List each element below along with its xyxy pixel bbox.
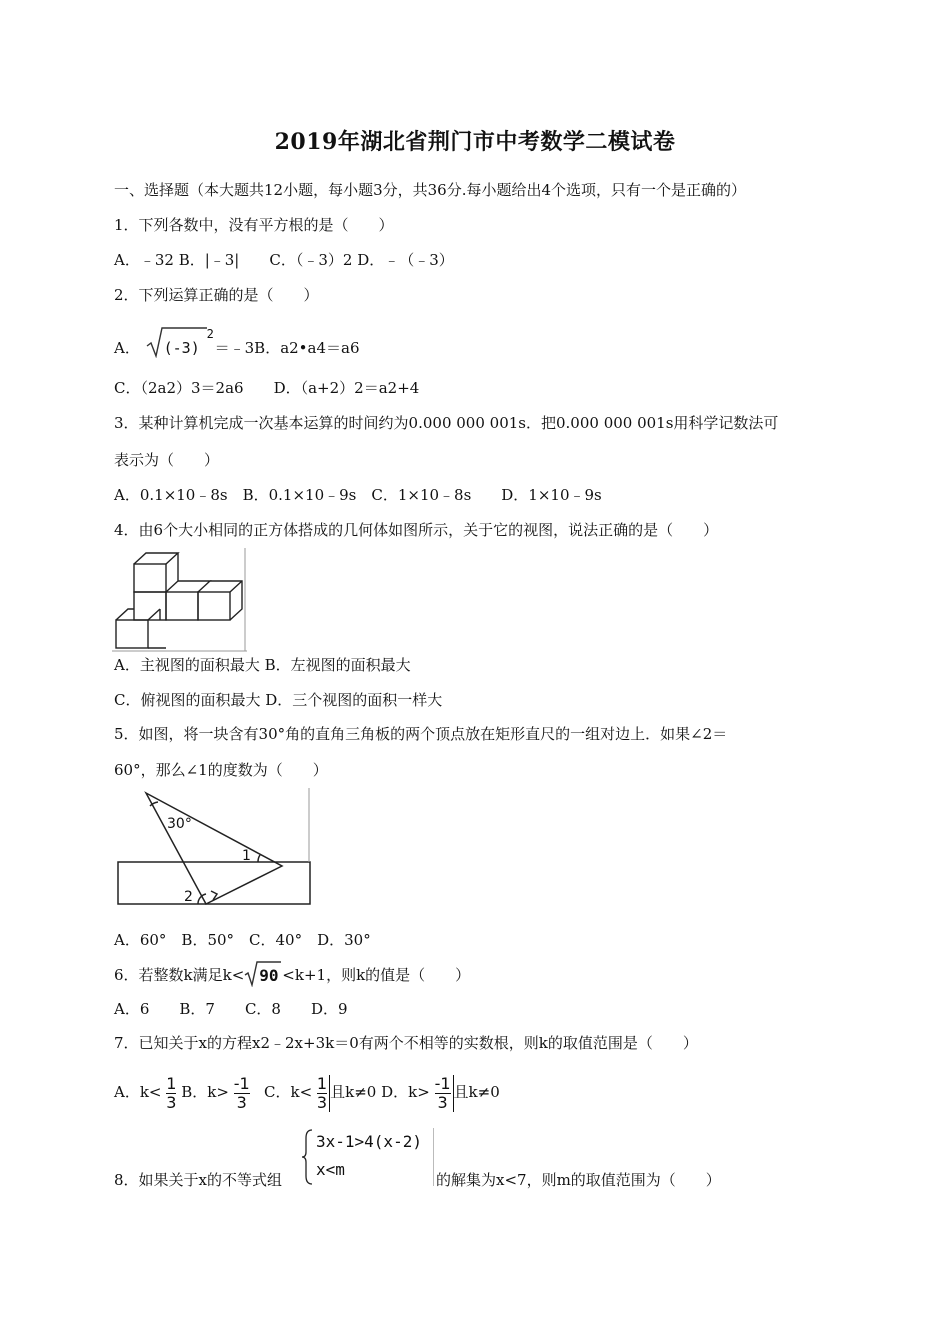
sqrt-90	[244, 965, 282, 985]
question-6-options: A．6 B．7 C．8 D．9	[114, 1000, 348, 1018]
option-b-label: B．k>	[181, 1083, 229, 1101]
angle-1-arc	[258, 855, 260, 862]
question-3-options: A．0.1×10﹣8s B．0.1×10﹣9s C．1×10﹣8s D．1×10﹣9s	[114, 486, 602, 504]
label-angle-2: 2	[184, 889, 193, 905]
question-6-stem	[114, 965, 470, 985]
label-30-degree: 30°	[167, 816, 192, 832]
option-a-label: A．	[114, 339, 140, 357]
question-6-stem-post: <k+1，则k的值是（ ）	[282, 966, 471, 984]
question-5-options: A．60° B．50° C．40° D．30°	[114, 931, 371, 949]
triangle-ruler-figure	[114, 788, 314, 908]
radicand: 90	[259, 966, 279, 985]
cube-bottom-front	[116, 620, 148, 648]
option-a-label: A．k<	[114, 1083, 162, 1101]
question-8-stem-post: 的解集为x<7，则m的取值范围为（ ）	[436, 1171, 721, 1189]
question-4-stem: 4．由6个大小相同的正方体搭成的几何体如图所示，关于它的视图，说法正确的是（ ）	[114, 521, 719, 539]
set-square-triangle	[146, 793, 282, 904]
brace-icon	[300, 1128, 314, 1186]
fraction-one-third: $\frac{1}{3}$	[317, 1075, 330, 1112]
radicand: (-3)	[163, 339, 200, 357]
cube-mid-left	[134, 592, 166, 620]
question-6-stem-pre: 6．若整数k满足k<	[114, 966, 245, 984]
question-5-stem-line2: 60°，那么∠1的度数为（ ）	[114, 761, 328, 779]
label-angle-1: 1	[242, 848, 251, 864]
cube-figure	[112, 548, 247, 653]
question-7-stem: 7．已知关于x的方程x2﹣2x+3k＝0有两个不相等的实数根，则k的取值范围是（ ）	[114, 1034, 698, 1052]
cube-top-roof	[134, 553, 178, 564]
cube-mid-right	[198, 592, 230, 620]
exponent: 2	[206, 327, 214, 341]
question-4-option-ab: A．主视图的面积最大 B．左视图的面积最大	[114, 656, 411, 674]
inequality-system	[300, 1128, 434, 1186]
question-4-option-cd: C．俯视图的面积最大 D．三个视图的面积一样大	[114, 691, 443, 709]
question-3-stem-line2: 表示为（ ）	[114, 451, 220, 469]
question-1-options: A．﹣32 B．|﹣3| C．（﹣3）2 D．﹣（﹣3）	[114, 251, 454, 269]
inequality-2: x<m	[316, 1160, 345, 1179]
option-c-label: C．k<	[264, 1083, 313, 1101]
option-a-rest: ＝﹣3B．a2•a4＝a6	[214, 339, 360, 357]
question-5-stem-line1: 5．如图，将一块含有30°角的直角三角板的两个顶点放在矩形直尺的一组对边上．如果∠2＝	[114, 725, 728, 743]
cube-mid-side	[210, 581, 242, 620]
question-2-stem: 2．下列运算正确的是（ ）	[114, 286, 319, 304]
cube-top-front	[134, 564, 166, 592]
question-8-stem-pre: 8．如果关于x的不等式组	[114, 1171, 283, 1189]
cube-mid-roof	[178, 581, 210, 592]
cube-mid-center	[166, 592, 198, 620]
option-d-tail: 且k≠0	[453, 1083, 500, 1101]
question-2-option-cd: C．（2a2）3＝2a6 D．（a+2）2＝a2+4	[114, 379, 420, 397]
section-heading: 一、选择题（本大题共12小题，每小题3分，共36分.每小题给出4个选项，只有一个是正确的）	[114, 181, 747, 199]
option-c-tail: 且k≠0	[330, 1083, 377, 1101]
question-2-option-ab	[114, 327, 360, 358]
fraction-neg-one-third: $\frac{-1}{3}$	[435, 1075, 454, 1112]
question-1-stem: 1．下列各数中，没有平方根的是（ ）	[114, 216, 394, 234]
inequality-1: 3x-1>4(x-2)	[316, 1132, 422, 1151]
question-3-stem-line1: 3．某种计算机完成一次基本运算的时间约为0.000 000 001s．把0.000 000 001s用科学记数法可	[114, 414, 779, 432]
fraction-one-third: $\frac{1}{3}$	[166, 1073, 177, 1112]
fraction-neg-one-third: $\frac{-1}{3}$	[233, 1073, 250, 1112]
sqrt-expression	[145, 327, 215, 358]
page-title: 2019年湖北省荆门市中考数学二模试卷	[274, 129, 676, 155]
option-d-label: D．k>	[381, 1083, 430, 1101]
question-7-options	[114, 1070, 500, 1114]
